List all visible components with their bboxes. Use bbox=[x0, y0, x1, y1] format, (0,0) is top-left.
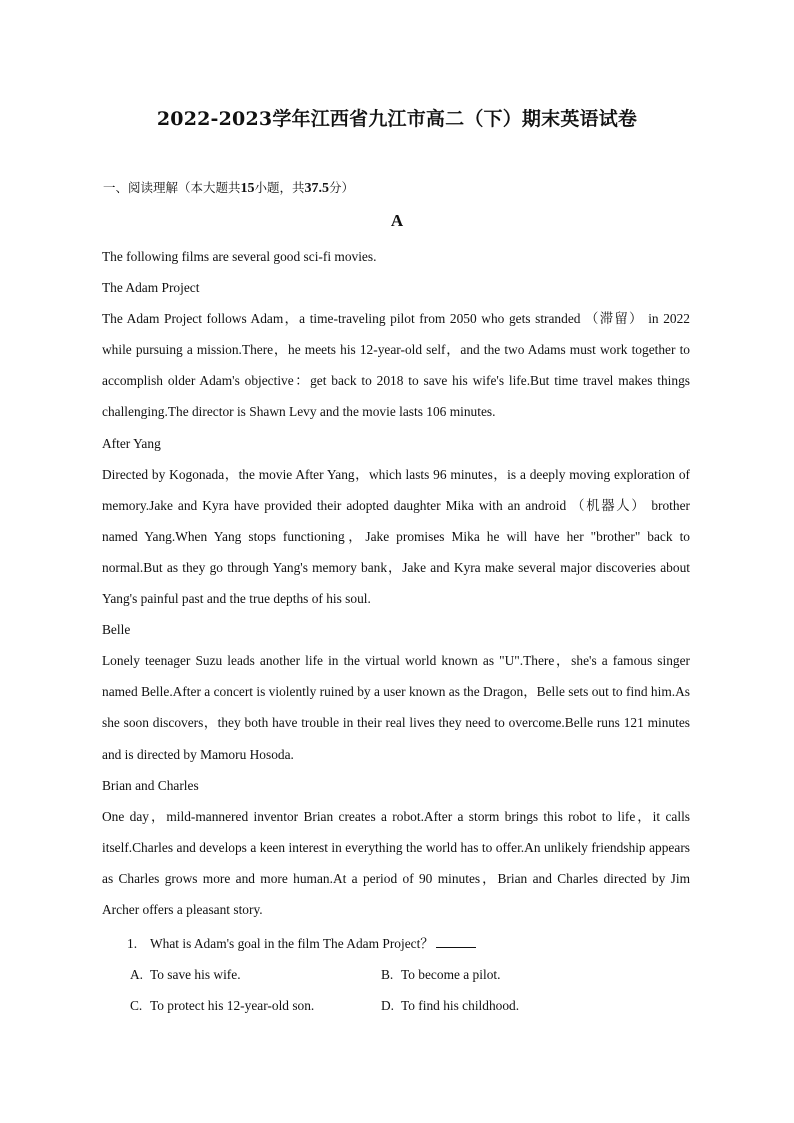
answer-blank[interactable] bbox=[436, 933, 476, 948]
option-d[interactable] bbox=[381, 996, 519, 1016]
total-score: 37.5 bbox=[304, 181, 330, 196]
exam-title: 2022-2023学年江西省九江市高二（下）期末英语试卷 bbox=[156, 108, 638, 130]
film-heading-adam-project: The Adam Project bbox=[102, 280, 200, 296]
question-number: 1. bbox=[127, 936, 138, 951]
film-paragraph-adam-project: The Adam Project follows Adam，a time-traveling pilot from 2050 who gets stranded （滞留） in 2022 while pursuing a mission.There，he meets his 12-year-old self，and the two Adams must work together to accomplish older Adam's objective：get back to 2018 to save his wife's life.But time travel makes things challenging.The director is Shawn Levy and the movie lasts 106 minutes. bbox=[102, 311, 690, 420]
section-mid: 小题，共 bbox=[254, 180, 305, 195]
option-c[interactable] bbox=[130, 996, 314, 1016]
option-letter: B. bbox=[381, 967, 394, 982]
option-text: To save his wife. bbox=[150, 967, 241, 982]
question-1 bbox=[127, 932, 647, 956]
film-paragraph-after-yang: Directed by Kogonada，the movie After Yang，which lasts 96 minutes，is a deeply moving exploration of memory.Jake and Kyra have provided their adopted daughter Mika with an android （机器人） brother named Yang.When Yang stops functioning，Jake promises Mika he will have her "brother" back to normal.But as they go through Yang's memory bank，Jake and Kyra make several major discoveries about Yang's painful past and the true depths of his soul. bbox=[102, 466, 690, 607]
passage-label: A bbox=[390, 211, 404, 230]
option-letter: D. bbox=[381, 998, 395, 1013]
option-a[interactable] bbox=[130, 965, 241, 985]
option-text: To protect his 12-year-old son. bbox=[150, 998, 315, 1013]
film-heading-after-yang: After Yang bbox=[102, 435, 161, 451]
film-heading-brian-charles: Brian and Charles bbox=[102, 777, 199, 793]
passage-body bbox=[102, 241, 690, 925]
question-count: 15 bbox=[240, 181, 255, 196]
option-letter: A. bbox=[130, 967, 144, 982]
film-paragraph-brian-charles: One day，mild-mannered inventor Brian creates a robot.After a storm brings this robot to life，it calls itself.Charles and develops a keen interest in everything the world has to offer.An unlikely friendship appears as Charles grows more and more human.At a period of 90 minutes，Brian and Charles directed by Jim Archer offers a pleasant story. bbox=[102, 808, 690, 917]
option-b[interactable] bbox=[381, 965, 500, 985]
intro-paragraph: The following films are several good sci-fi movies. bbox=[102, 249, 377, 264]
film-heading-belle: Belle bbox=[102, 622, 131, 638]
option-letter: C. bbox=[130, 998, 143, 1013]
section-suffix: 分） bbox=[329, 180, 355, 195]
question-text: What is Adam's goal in the film The Adam Project？ bbox=[150, 936, 434, 951]
film-paragraph-belle: Lonely teenager Suzu leads another life in the virtual world known as "U".There，she's a famous singer named Belle.After a concert is violently ruined by a user known as the Dragon，Belle sets out to find him.As she soon discovers，they both have trouble in their real lives they need to overcome.Belle runs 121 minutes and is directed by Mamoru Hosoda. bbox=[102, 653, 690, 762]
section-heading bbox=[103, 178, 354, 197]
option-text: To find his childhood. bbox=[401, 998, 520, 1013]
option-text: To become a pilot. bbox=[401, 967, 501, 982]
section-prefix: 一、阅读理解（本大题共 bbox=[103, 180, 241, 195]
